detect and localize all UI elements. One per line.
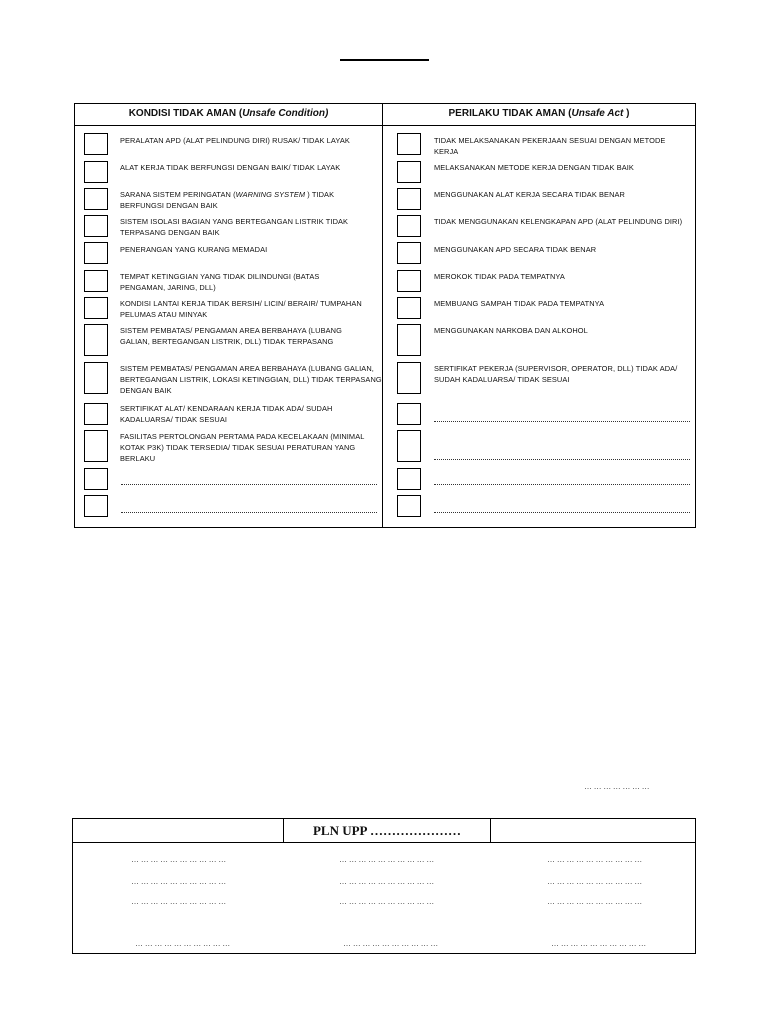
condition-item-3: SARANA SISTEM PERINGATAN (WARNING SYSTEM ) TIDAK BERFUNGSI DENGAN BAIK — [120, 190, 335, 210]
title-underline — [340, 59, 429, 61]
condition-checkbox-6[interactable] — [84, 270, 108, 292]
act-item-4: TIDAK MENGGUNAKAN KELENGKAPAN APD (ALAT PELINDUNG DIRI) — [434, 217, 683, 226]
unsafe-condition-header: KONDISI TIDAK AMAN (Unsafe Condition) — [128, 108, 329, 119]
condition-item-1: PERALATAN APD (ALAT PELINDUNG DIRI) RUSAK/ TIDAK LAYAK — [120, 136, 350, 145]
condition-item-4: SISTEM ISOLASI BAGIAN YANG BERTEGANGAN LISTRIK TIDAK TERPASANG DENGAN BAIK — [120, 217, 349, 237]
act-item-3: MENGGUNAKAN ALAT KERJA SECARA TIDAK BENAR — [434, 190, 625, 199]
condition-checkbox-7[interactable] — [84, 297, 108, 319]
act-item-2: MELAKSANAKAN METODE KERJA DENGAN TIDAK BAIK — [434, 163, 634, 172]
signature-dots[interactable]: ………………………… — [339, 855, 436, 864]
condition-item-9: SISTEM PEMBATAS/ PENGAMAN AREA BERBAHAYA (LUBANG GALIAN, BERTEGANGAN LISTRIK, LOKASI KETINGGIAN, DLL) TIDAK TERPASANG DENGAN BAIK — [120, 364, 382, 395]
act-checkbox-3[interactable] — [397, 188, 421, 210]
act-item-9: SERTIFIKAT PEKERJA (SUPERVISOR, OPERATOR, DLL) TIDAK ADA/ SUDAH KADALUARSA/ TIDAK SESUAI — [434, 364, 678, 384]
condition-checkbox-1[interactable] — [84, 133, 108, 155]
act-checkbox-7[interactable] — [397, 297, 421, 319]
signature-header-divider — [73, 842, 695, 843]
condition-checkbox-3[interactable] — [84, 188, 108, 210]
condition-checkbox-10[interactable] — [84, 403, 108, 425]
condition-checkbox-5[interactable] — [84, 242, 108, 264]
signature-dots[interactable]: ………………………… — [131, 897, 228, 906]
column-divider — [382, 104, 383, 527]
condition-item-6: TEMPAT KETINGGIAN YANG TIDAK DILINDUNGI (BATAS PENGAMAN, JARING, DLL) — [120, 272, 320, 292]
signature-dots[interactable]: ………………………… — [131, 855, 228, 864]
unsafe-checklist-table — [74, 103, 696, 528]
condition-checkbox-2[interactable] — [84, 161, 108, 183]
signature-divider-2 — [490, 819, 491, 842]
header-divider — [75, 125, 695, 126]
condition-item-11: FASILITAS PERTOLONGAN PERTAMA PADA KECELAKAAN (MINIMAL KOTAK P3K) TIDAK TERSEDIA/ TIDAK SESUAI PERATURAN YANG BERLAKU — [120, 432, 365, 463]
condition-item-2: ALAT KERJA TIDAK BERFUNGSI DENGAN BAIK/ TIDAK LAYAK — [120, 163, 341, 172]
condition-item-10: SERTIFIKAT ALAT/ KENDARAAN KERJA TIDAK ADA/ SUDAH KADALUARSA/ TIDAK SESUAI — [120, 404, 333, 424]
act-checkbox-13[interactable] — [397, 495, 421, 517]
condition-item-7: KONDISI LANTAI KERJA TIDAK BERSIH/ LICIN/ BERAIR/ TUMPAHAN PELUMAS ATAU MINYAK — [120, 299, 362, 319]
signature-dots[interactable]: ………………………… — [135, 939, 232, 948]
signature-table — [72, 818, 696, 954]
signature-dots[interactable]: ………………………… — [547, 855, 644, 864]
signature-dots[interactable]: ………………………… — [547, 897, 644, 906]
signature-dots[interactable]: ………………………… — [547, 877, 644, 886]
signature-dots[interactable]: ………………………… — [339, 877, 436, 886]
signature-dots[interactable]: ………………………… — [343, 939, 440, 948]
condition-item-5: PENERANGAN YANG KURANG MEMADAI — [120, 245, 268, 254]
unsafe-act-header: PERILAKU TIDAK AMAN (Unsafe Act ) — [448, 108, 630, 119]
condition-checkbox-4[interactable] — [84, 215, 108, 237]
signature-dots[interactable]: ………………………… — [131, 877, 228, 886]
act-checkbox-10[interactable] — [397, 403, 421, 425]
condition-checkbox-9[interactable] — [84, 362, 108, 394]
act-blank-line-4[interactable] — [434, 512, 690, 513]
condition-blank-line-1[interactable] — [121, 484, 377, 485]
condition-checkbox-12[interactable] — [84, 468, 108, 490]
condition-checkbox-13[interactable] — [84, 495, 108, 517]
act-blank-line-3[interactable] — [434, 484, 690, 485]
condition-item-8: SISTEM PEMBATAS/ PENGAMAN AREA BERBAHAYA (LUBANG GALIAN, BERTEGANGAN LISTRIK, DLL) TIDAK TERPASANG — [120, 326, 342, 346]
act-item-6: MEROKOK TIDAK PADA TEMPATNYA — [434, 272, 565, 281]
act-checkbox-8[interactable] — [397, 324, 421, 356]
act-checkbox-9[interactable] — [397, 362, 421, 394]
act-item-1: TIDAK MELAKSANAKAN PEKERJAAN SESUAI DENGAN METODE KERJA — [434, 136, 666, 156]
signature-dots[interactable]: ………………………… — [339, 897, 436, 906]
act-checkbox-2[interactable] — [397, 161, 421, 183]
signature-dots[interactable]: ………………………… — [551, 939, 648, 948]
act-checkbox-1[interactable] — [397, 133, 421, 155]
act-checkbox-5[interactable] — [397, 242, 421, 264]
act-checkbox-11[interactable] — [397, 430, 421, 462]
act-checkbox-6[interactable] — [397, 270, 421, 292]
condition-checkbox-11[interactable] — [84, 430, 108, 462]
act-item-7: MEMBUANG SAMPAH TIDAK PADA TEMPATNYA — [434, 299, 605, 308]
act-checkbox-4[interactable] — [397, 215, 421, 237]
act-item-8: MENGGUNAKAN NARKOBA DAN ALKOHOL — [434, 326, 588, 335]
act-item-5: MENGGUNAKAN APD SECARA TIDAK BENAR — [434, 245, 597, 254]
date-placeholder[interactable]: ………………… — [584, 782, 652, 791]
act-blank-line-2[interactable] — [434, 459, 690, 460]
act-blank-line-1[interactable] — [434, 421, 690, 422]
unit-title: PLN UPP ………………… — [312, 823, 462, 838]
condition-blank-line-2[interactable] — [121, 512, 377, 513]
condition-checkbox-8[interactable] — [84, 324, 108, 356]
act-checkbox-12[interactable] — [397, 468, 421, 490]
